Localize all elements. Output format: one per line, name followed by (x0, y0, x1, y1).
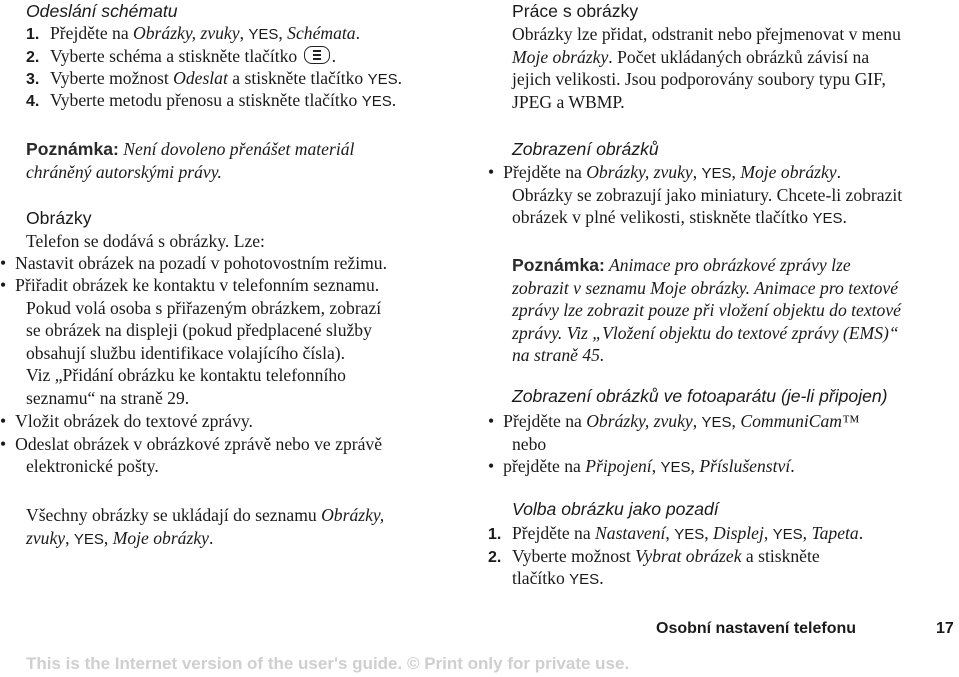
work-line-2: Moje obrázky. Počet ukládaných obrázků závisí na (512, 47, 870, 67)
view-bullet-1: • Přejděte na Obrázky, zvuky, YES, Moje obrázky. (488, 162, 842, 182)
work-line-3: jejich velikosti. Jsou podporovány soubory typu GIF, (512, 69, 886, 89)
send-step-2: 2. Vyberte schéma a stiskněte tlačítko . (26, 46, 337, 66)
bullet-icon: • (488, 411, 495, 431)
pictures-para-2: se obrázek na displeji (pokud předplacené služby (26, 320, 372, 340)
footer-section-title: Osobní nastavení telefonu (656, 620, 857, 637)
watermark-text: This is the Internet version of the user's guide. © Print only for private use. (26, 654, 630, 673)
pictures-para-3: obsahují službu identifikace volajícího čísla). (26, 343, 346, 363)
saved-note-line-1: Všechny obrázky se ukládají do seznamu Obrázky, (26, 505, 385, 525)
wallpaper-step-2: 2. Vyberte možnost Vybrat obrázek a stiskněte (488, 546, 820, 566)
pictures-bullet-3: • Vložit obrázek do textové zprávy. (0, 411, 253, 431)
send-step-3: 3. Vyberte možnost Odeslat a stiskněte tlačítko YES. (26, 68, 403, 88)
animation-note-line-2: zobrazit v seznamu Moje obrázky. Animace pro textové (512, 278, 899, 298)
bullet-icon: • (0, 275, 7, 295)
camera-bullet-1-line-2: nebo (512, 434, 547, 454)
pictures-para-1: Pokud volá osoba s přiřazeným obrázkem, zobrazí (26, 298, 382, 318)
wallpaper-step-2-line-2: tlačítko YES. (512, 568, 604, 588)
animation-note-line-5: na straně 45. (512, 345, 605, 365)
pictures-intro: Telefon se dodává s obrázky. Lze: (26, 231, 265, 251)
animation-note: Poznámka: Animace pro obrázkové zprávy lze (512, 255, 851, 275)
pictures-heading: Obrázky (26, 208, 92, 228)
animation-note-line-3: zprávy lze zobrazit pouze při vložení objektu do textové (512, 300, 901, 320)
bullet-icon: • (488, 162, 495, 182)
send-step-1: 1. Přejděte na Obrázky, zvuky, YES, Schémata. (26, 23, 360, 43)
camera-bullet-1: • Přejděte na Obrázky, zvuky, YES, CommuniCam™ (488, 411, 860, 431)
pictures-bullet-4: • Odeslat obrázek v obrázkové zprávě nebo ve zprávě (0, 434, 383, 454)
camera-heading: Zobrazení obrázků ve fotoaparátu (je-li připojen) (512, 386, 888, 406)
bullet-icon: • (0, 434, 7, 454)
wallpaper-heading: Volba obrázku jako pozadí (512, 499, 719, 519)
work-heading: Práce s obrázky (512, 1, 639, 21)
pictures-bullet-1: • Nastavit obrázek na pozadí v pohotovostním režimu. (0, 253, 387, 273)
bullet-icon: • (0, 411, 7, 431)
pictures-para-5: seznamu“ na straně 29. (26, 388, 190, 408)
view-line-3: obrázek v plné velikosti, stiskněte tlačítko YES. (512, 207, 847, 227)
bullet-icon: • (0, 253, 7, 273)
work-line-1: Obrázky lze přidat, odstranit nebo přejmenovat v menu (512, 24, 901, 44)
animation-note-line-4: zprávy. Viz „Vložení objektu do textové zprávy (EMS)“ (512, 323, 899, 343)
view-heading: Zobrazení obrázků (512, 139, 659, 159)
send-step-4: 4. Vyberte metodu přenosu a stiskněte tlačítko YES. (26, 90, 397, 110)
pictures-para-4: Viz „Přidání obrázku ke kontaktu telefonního (26, 365, 346, 385)
copyright-note: Poznámka: Není dovoleno přenášet materiál (26, 139, 355, 159)
view-line-2: Obrázky se zobrazují jako miniatury. Chcete-li zobrazit (512, 185, 903, 205)
bullet-icon: • (488, 456, 495, 476)
menu-key-icon (304, 46, 330, 64)
work-line-4: JPEG a WBMP. (512, 92, 625, 112)
wallpaper-step-1: 1. Přejděte na Nastavení, YES, Displej, YES, Tapeta. (488, 523, 864, 543)
pictures-bullet-2: • Přiřadit obrázek ke kontaktu v telefonním seznamu. (0, 275, 380, 295)
camera-bullet-2: • přejděte na Připojení, YES, Příslušenství. (488, 456, 795, 476)
copyright-note-line-2: chráněný autorskými právy. (26, 162, 222, 182)
page-number: 17 (936, 620, 954, 637)
saved-note-line-2: zvuky, YES, Moje obrázky. (26, 528, 214, 548)
send-scheme-heading: Odeslání schématu (26, 1, 178, 21)
pictures-bullet-4-line-2: elektronické pošty. (26, 456, 159, 476)
